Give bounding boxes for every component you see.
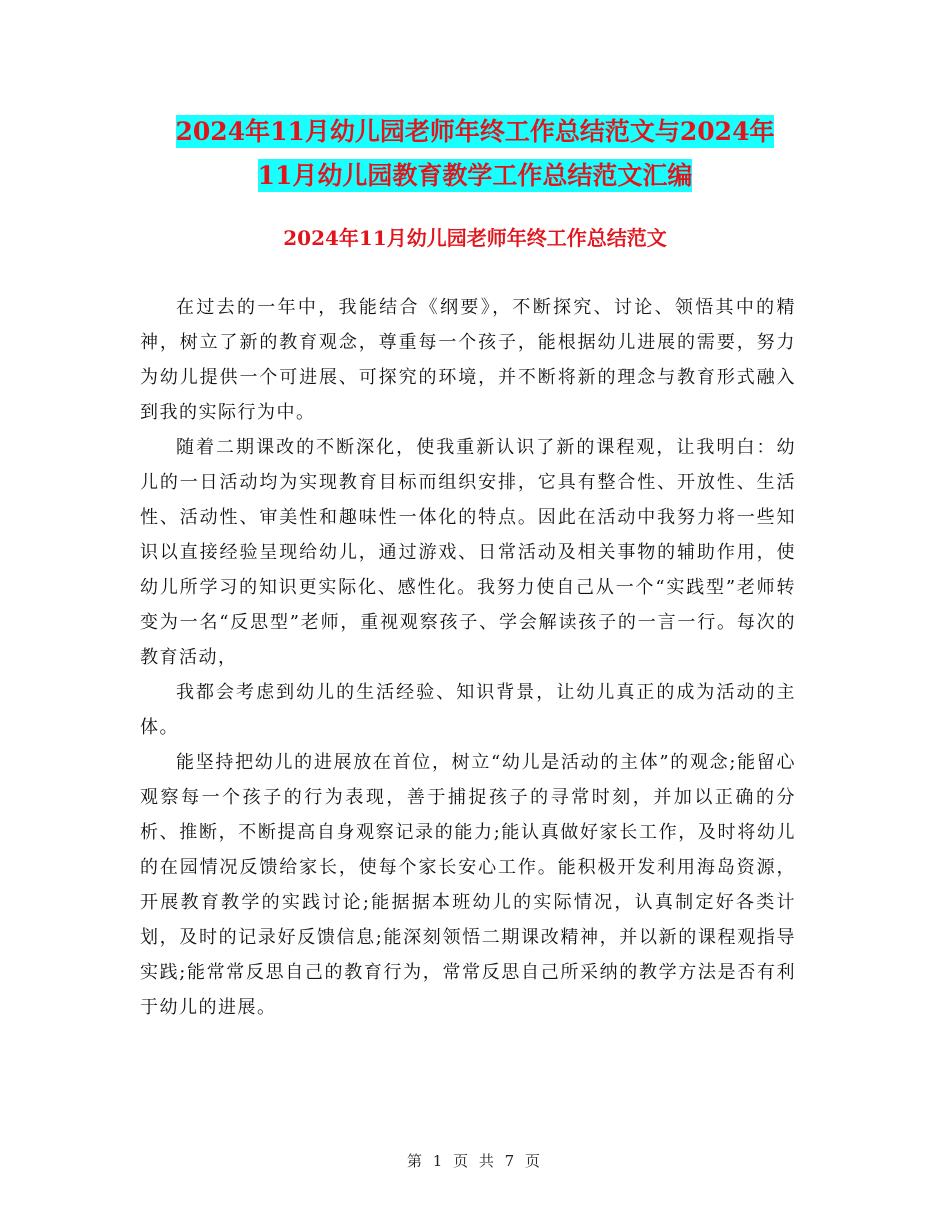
document-title [140, 110, 810, 198]
document-title-line-1: 2024年11月幼儿园老师年终工作总结范文与2024年 [175, 117, 775, 146]
document-body [140, 290, 796, 1025]
section-title: 2024年11月幼儿园老师年终工作总结范文 [283, 226, 667, 250]
page-footer: 第 1 页 共 7 页 [407, 1152, 543, 1170]
paragraph-4: 能坚持把幼儿的进展放在首位，树立“幼儿是活动的主体”的观念;能留心观察每一个孩子的行为表现，善于捕捉孩子的寻常时刻，并加以正确的分析、推断，不断提高自身观察记录的能力;能认真做好家长工作，及时将幼儿的在园情况反馈给家长，使每个家长安心工作。能积极开发利用海岛资源，开展教育教学的实践讨论;能据据本班幼儿的实际情况，认真制定好各类计划，及时的记录好反馈信息;能深刻领悟二期课改精神，并以新的课程观指导实践;能常常反思自己的教育行为，常常反思自己所采纳的教学方法是否有利于幼儿的进展。 [140, 752, 796, 1018]
document-title-line-2: 11月幼儿园教育教学工作总结范文汇编 [257, 161, 693, 190]
paragraph-2: 随着二期课改的不断深化，使我重新认识了新的课程观，让我明白：幼儿的一日活动均为实现教育目标而组织安排，它具有整合性、开放性、生活性、活动性、审美性和趣味性一体化的特点。因此在活动中我努力将一些知识以直接经验呈现给幼儿，通过游戏、日常活动及相关事物的辅助作用，使幼儿所学习的知识更实际化、感性化。我努力使自己从一个“实践型”老师转变为一名“反思型”老师，重视观察孩子、学会解读孩子的一言一行。每次的教育活动， [140, 437, 796, 668]
paragraph-3: 我都会考虑到幼儿的生活经验、知识背景，让幼儿真正的成为活动的主体。 [140, 682, 796, 738]
paragraph-1: 在过去的一年中，我能结合《纲要》，不断探究、讨论、领悟其中的精神，树立了新的教育观念，尊重每一个孩子，能根据幼儿进展的需要，努力为幼儿提供一个可进展、可探究的环境，并不断将新的理念与教育形式融入到我的实际行为中。 [140, 297, 796, 423]
